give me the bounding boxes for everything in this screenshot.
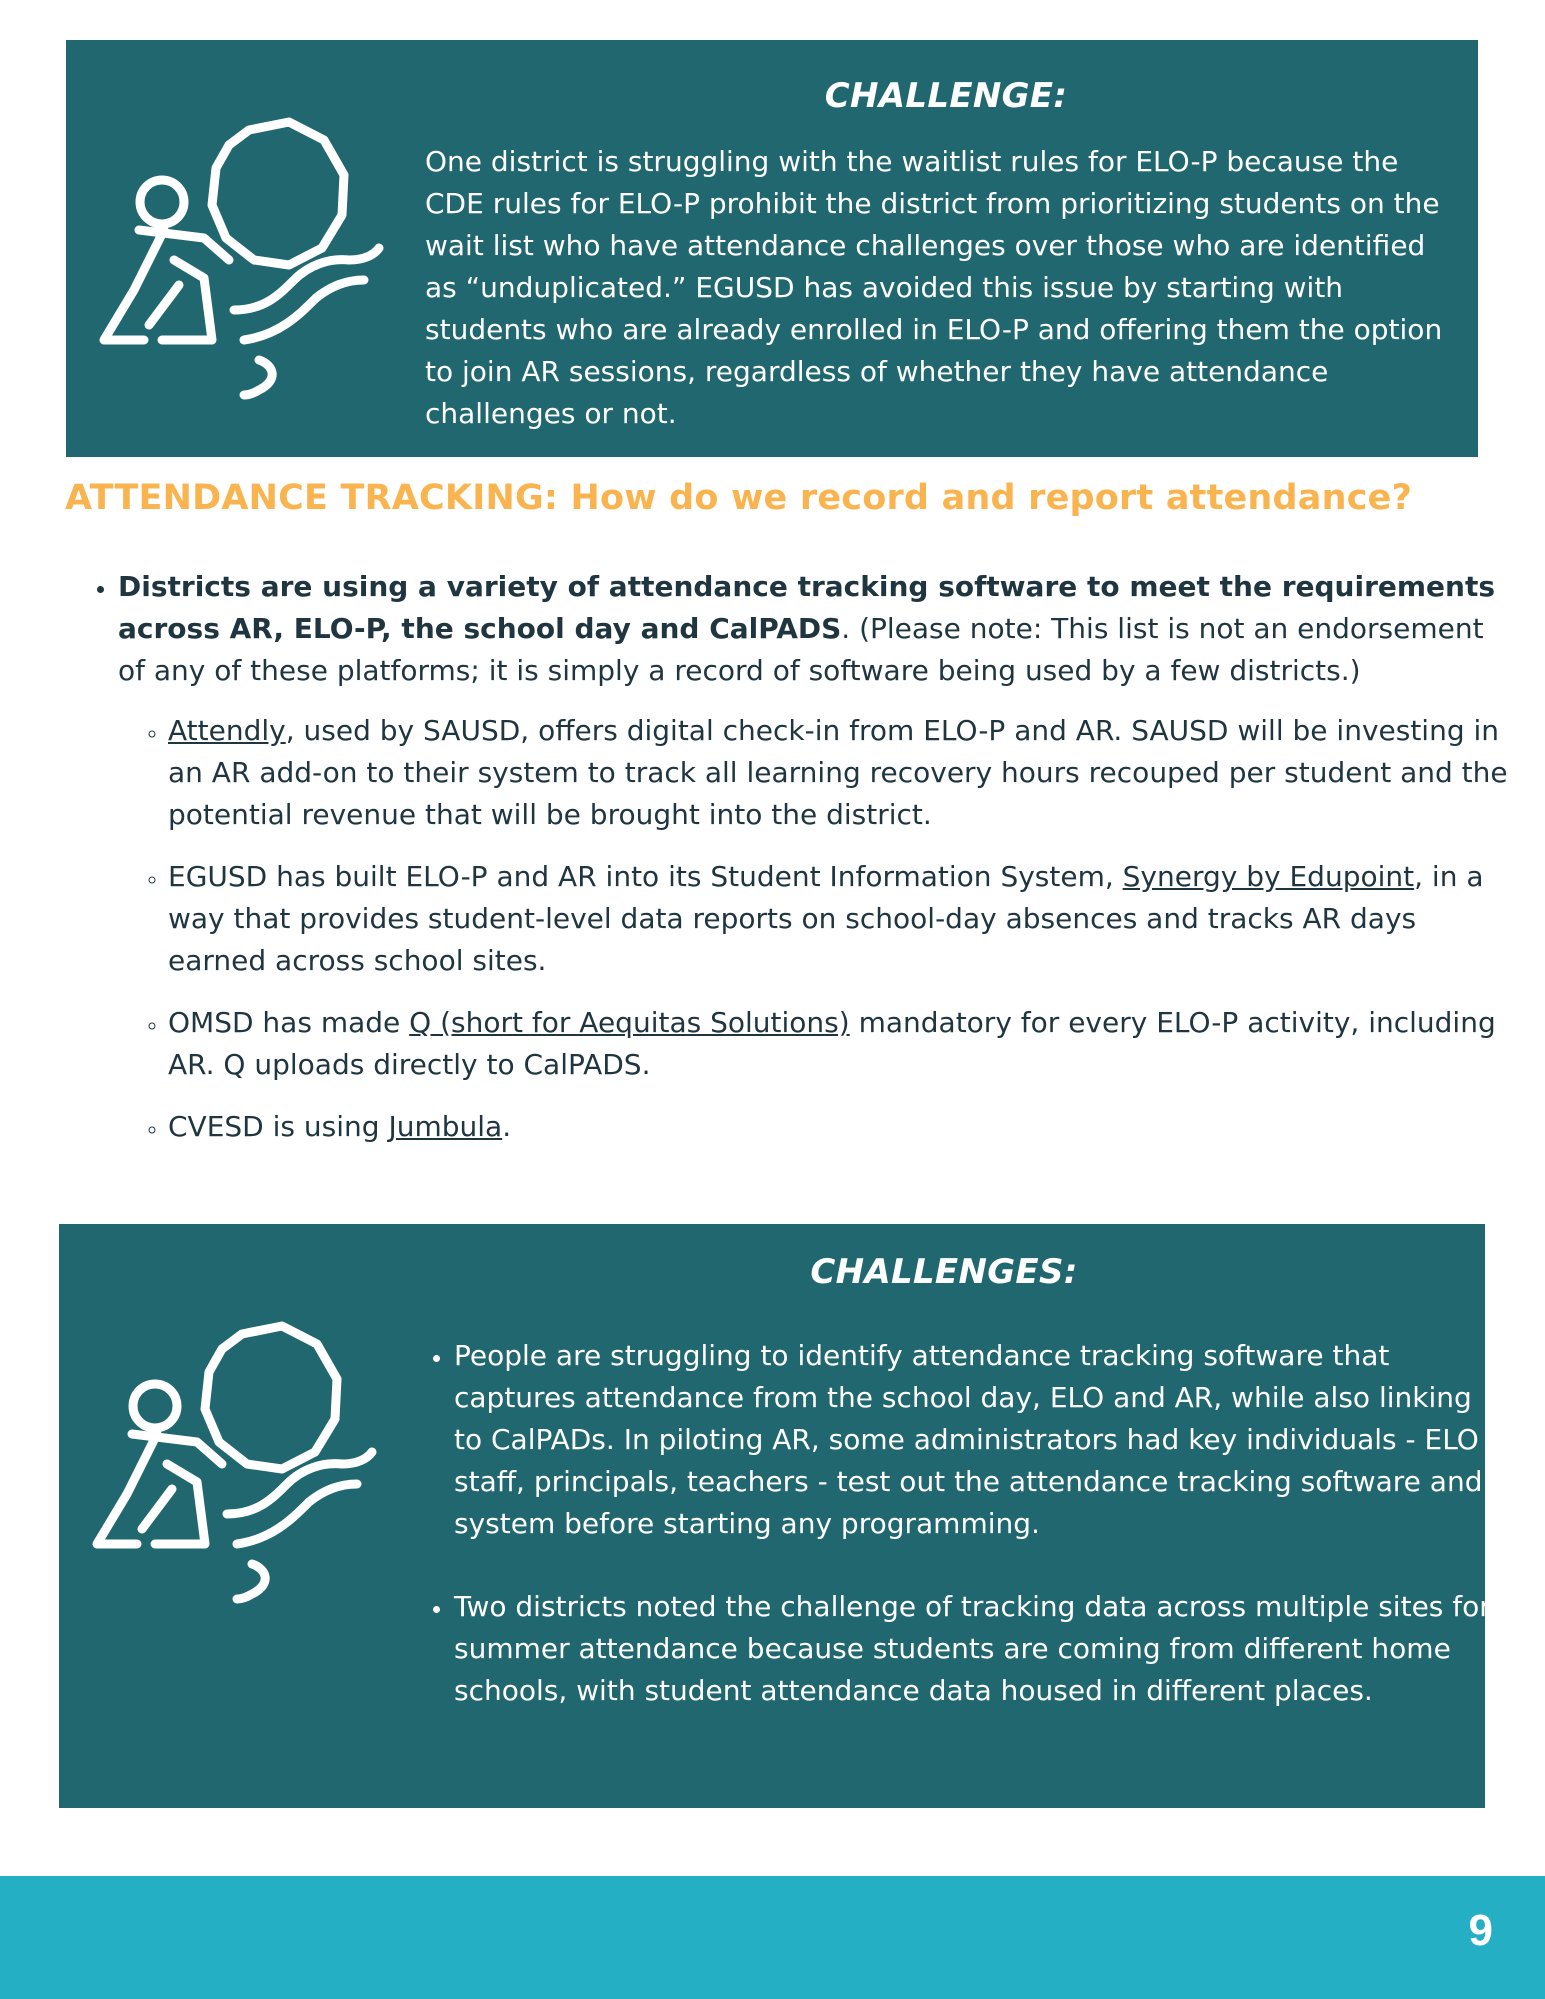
sub-item-text: , in a way that provides student-level data reports on school-day absences and tracks AR days earned across school sites.	[168, 860, 1484, 977]
section-heading: ATTENDANCE TRACKING: How do we record and report attendance?	[65, 478, 1413, 518]
person-pushing-boulder-icon	[87, 1314, 387, 1604]
software-sub-list	[118, 710, 1518, 1148]
list-item: • People are struggling to identify attendance tracking software that captures attendance from the school day, ELO and AR, while also linking to CalPADs. In piloting AR, some administrators had key individuals - ELO staff, principals, teachers - test out the attendance tracking software and system before starting any programming.	[454, 1335, 1494, 1545]
sub-list-item	[168, 856, 1518, 982]
challenges-title: CHALLENGES:	[810, 1252, 1078, 1292]
challenges-box	[59, 1224, 1491, 1808]
sub-item-text: EGUSD has built ELO-P and AR into its Student Information System,	[168, 860, 1123, 893]
sub-list-item	[168, 710, 1518, 836]
sub-item-text: CVESD is using	[168, 1110, 389, 1143]
sub-item-text: OMSD has made	[168, 1006, 410, 1039]
challenge-text: One district is struggling with the waitlist rules for ELO-P because the CDE rules for ELO-P prohibit the district from prioritizing students on the wait list who have attendance challenges over those who are identified as “unduplicated.” EGUSD has avoided this issue by starting with students who are already enrolled in ELO-P and offering them the option to join AR sessions, regardless of whether they have attendance challenges or not.	[425, 145, 1443, 430]
person-pushing-boulder-icon	[94, 110, 394, 400]
sub-item-text: mandatory for every ELO-P activity, including AR. Q uploads directly to CalPADS.	[168, 1006, 1496, 1081]
challenge-title: CHALLENGE:	[824, 76, 1068, 116]
sub-item-text: , used by SAUSD, offers digital check-in from ELO-P and AR. SAUSD will be investing in an AR add-on to their system to track all learning recovery hours recouped per student and the potential revenue that will be brought into the district.	[168, 714, 1508, 831]
challenges-list	[421, 1335, 1494, 1753]
sub-list-item	[168, 1106, 1518, 1148]
attendly-link[interactable]: Attendly	[168, 714, 286, 747]
footer-bar	[0, 1876, 1545, 1999]
sub-item-text: .	[502, 1110, 512, 1143]
list-item	[118, 566, 1518, 1148]
list-item: • Two districts noted the challenge of tracking data across multiple sites for summer attendance because students are coming from different home schools, with student attendance data housed in different places.	[454, 1586, 1494, 1712]
bullet-text: . (Please note: This list is not an endorsement of any of these platforms; it is simply a record of software being used by a few districts.)	[118, 612, 1484, 687]
page-number: 9	[1468, 1906, 1493, 1955]
bullet-bold-text: Districts are using a variety of attendance tracking software to meet the requirements across AR, ELO-P, the school day and CalPADS	[118, 570, 1496, 645]
q-aequitas-link[interactable]: Q (short for Aequitas Solutions)	[409, 1006, 850, 1039]
synergy-link[interactable]: Synergy by Edupoint	[1122, 860, 1415, 893]
tracking-software-list	[66, 566, 1518, 1168]
sub-list-item	[168, 1002, 1518, 1086]
jumbula-link[interactable]: Jumbula	[388, 1110, 503, 1143]
challenge-box	[66, 40, 1478, 457]
